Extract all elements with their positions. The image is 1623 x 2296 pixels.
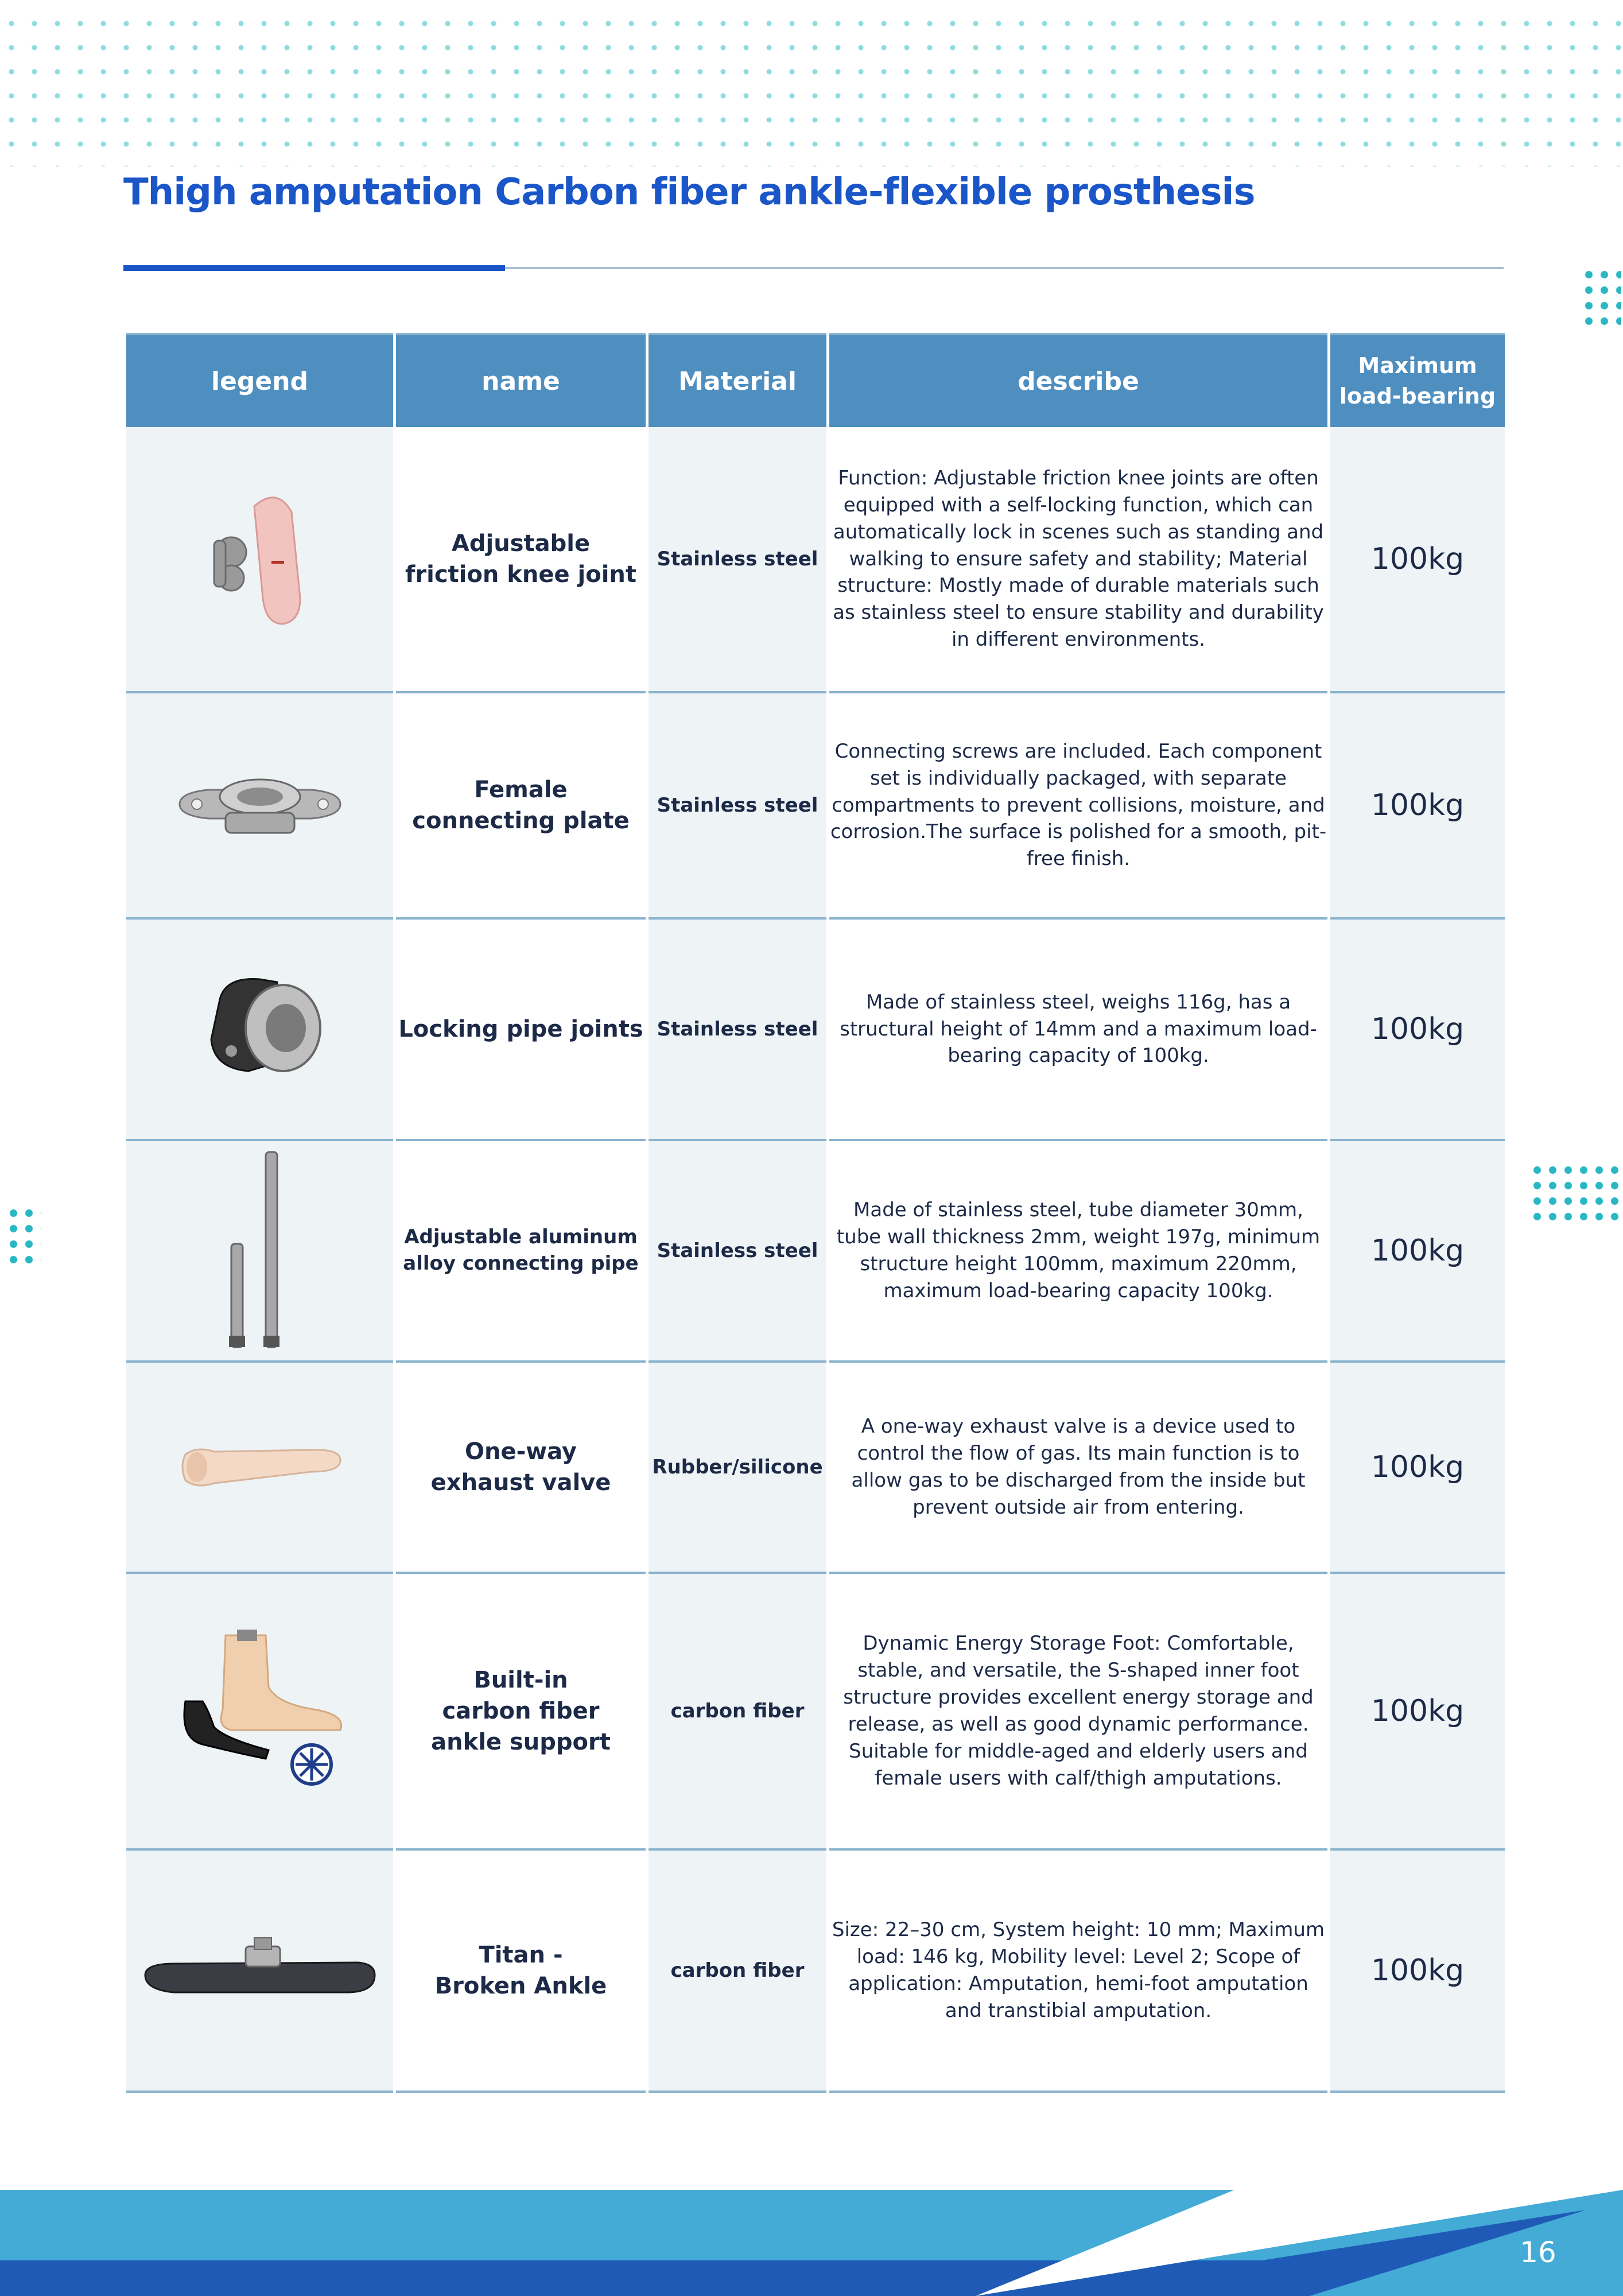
product-name-line: Adjustable aluminum bbox=[404, 1225, 638, 1249]
describe-cell: Connecting screws are included. Each component set is individually packaged, with separate compartments to prevent collisions, moisture, and corrosion.The surface is polished for a smooth, pit-free finish. bbox=[828, 692, 1329, 918]
product-name-line: One-way bbox=[465, 1438, 577, 1465]
name-cell bbox=[395, 427, 647, 692]
name-cell bbox=[395, 692, 647, 918]
title-underline-accent bbox=[123, 265, 505, 271]
describe-cell: Made of stainless steel, tube diameter 30mm, tube wall thickness 2mm, weight 197g, minimum structure height 100mm, maximum 220mm, maximum load-bearing capacity 100kg. bbox=[828, 1140, 1329, 1362]
product-name-line: connecting plate bbox=[412, 808, 630, 834]
legend-cell bbox=[125, 918, 395, 1140]
table-row bbox=[125, 427, 1506, 692]
legend-cell bbox=[125, 427, 395, 692]
header-name: name bbox=[395, 334, 647, 427]
product-name-line: alloy connecting pipe bbox=[403, 1252, 639, 1275]
load-cell: 100kg bbox=[1329, 1573, 1506, 1849]
product-spec-table bbox=[123, 333, 1508, 2093]
load-cell: 100kg bbox=[1329, 427, 1506, 692]
knee-joint-image bbox=[191, 483, 329, 633]
header-max-load-line2: load-bearing bbox=[1339, 383, 1496, 409]
table-row bbox=[125, 1140, 1506, 1362]
material-cell: Stainless steel bbox=[647, 692, 828, 918]
legend-cell bbox=[125, 1573, 395, 1849]
material-cell: Stainless steel bbox=[647, 1140, 828, 1362]
legend-cell bbox=[125, 692, 395, 918]
titan-ankle-image bbox=[139, 1935, 380, 2004]
describe-cell: Made of stainless steel, weighs 116g, has a structural height of 14mm and a maximum load-bearing capacity of 100kg. bbox=[828, 918, 1329, 1140]
header-legend: legend bbox=[125, 334, 395, 427]
page-number: 16 bbox=[1520, 2236, 1556, 2269]
header-describe: describe bbox=[828, 334, 1329, 427]
pipe-joint-image bbox=[191, 965, 329, 1091]
exhaust-valve-image bbox=[174, 1432, 346, 1500]
product-name-line: Built-in bbox=[473, 1667, 568, 1693]
load-cell: 100kg bbox=[1329, 692, 1506, 918]
material-cell: Stainless steel bbox=[647, 427, 828, 692]
product-name-line: Adjustable bbox=[451, 530, 591, 557]
table-row bbox=[125, 1849, 1506, 2092]
name-cell bbox=[395, 918, 647, 1140]
material-cell: Stainless steel bbox=[647, 918, 828, 1140]
describe-cell: Function: Adjustable friction knee joints are often equipped with a self-locking function, which can automatically lock in scenes such as standing and walking to ensure safety and stability; Material structure: Mostly made of durable materials such as stainless steel to ensure stability and durability in different environments. bbox=[828, 427, 1329, 692]
product-name-line: Female bbox=[474, 777, 568, 803]
product-name-line: exhaust valve bbox=[430, 1469, 611, 1496]
load-cell: 100kg bbox=[1329, 918, 1506, 1140]
material-cell: carbon fiber bbox=[647, 1849, 828, 2092]
product-name-line: Locking pipe joints bbox=[398, 1016, 643, 1042]
table-header-row bbox=[125, 334, 1506, 427]
product-name-line: carbon fiber bbox=[442, 1698, 600, 1724]
decorative-dot-pattern-right-upper bbox=[1581, 267, 1621, 327]
table-row bbox=[125, 918, 1506, 1140]
legend-cell bbox=[125, 1849, 395, 2092]
load-cell: 100kg bbox=[1329, 1362, 1506, 1573]
product-name-line: ankle support bbox=[431, 1729, 611, 1755]
table-row bbox=[125, 1573, 1506, 1849]
carbon-foot-image bbox=[168, 1624, 352, 1796]
decorative-dot-pattern-top bbox=[0, 11, 1623, 166]
table-row bbox=[125, 692, 1506, 918]
legend-cell bbox=[125, 1140, 395, 1362]
connecting-plate-image bbox=[174, 761, 346, 847]
product-name-line: Broken Ankle bbox=[434, 1973, 607, 1999]
header-material: Material bbox=[647, 334, 828, 427]
header-max-load bbox=[1329, 334, 1506, 427]
describe-cell: Dynamic Energy Storage Foot: Comfortable, stable, and versatile, the S-shaped inner foot structure provides excellent energy storage and release, as well as good dynamic performance. Suitable for middle-aged and elderly users and female users with calf/thigh amputations. bbox=[828, 1573, 1329, 1849]
name-cell bbox=[395, 1573, 647, 1849]
header-max-load-line1: Maximum bbox=[1358, 352, 1477, 378]
name-cell bbox=[395, 1362, 647, 1573]
load-cell: 100kg bbox=[1329, 1849, 1506, 2092]
material-cell: carbon fiber bbox=[647, 1573, 828, 1849]
describe-cell: A one-way exhaust valve is a device used to control the flow of gas. Its main function is to allow gas to be discharged from the inside but prevent outside air from entering. bbox=[828, 1362, 1329, 1573]
decorative-dot-pattern-left bbox=[6, 1205, 41, 1266]
connecting-pipe-image bbox=[220, 1146, 300, 1353]
name-cell bbox=[395, 1849, 647, 2092]
decorative-dot-pattern-right-middle bbox=[1529, 1162, 1623, 1223]
name-cell bbox=[395, 1140, 647, 1362]
describe-cell: Size: 22–30 cm, System height: 10 mm; Maximum load: 146 kg, Mobility level: Level 2; Scope of application: Amputation, hemi-foot amputation and transtibial amputation. bbox=[828, 1849, 1329, 2092]
product-name-line: Titan - bbox=[479, 1942, 563, 1968]
material-cell: Rubber/silicone bbox=[647, 1362, 828, 1573]
page-title: Thigh amputation Carbon fiber ankle-flexible prosthesis bbox=[123, 171, 1255, 214]
table-row bbox=[125, 1362, 1506, 1573]
load-cell: 100kg bbox=[1329, 1140, 1506, 1362]
legend-cell bbox=[125, 1362, 395, 1573]
product-name-line: friction knee joint bbox=[405, 561, 637, 588]
